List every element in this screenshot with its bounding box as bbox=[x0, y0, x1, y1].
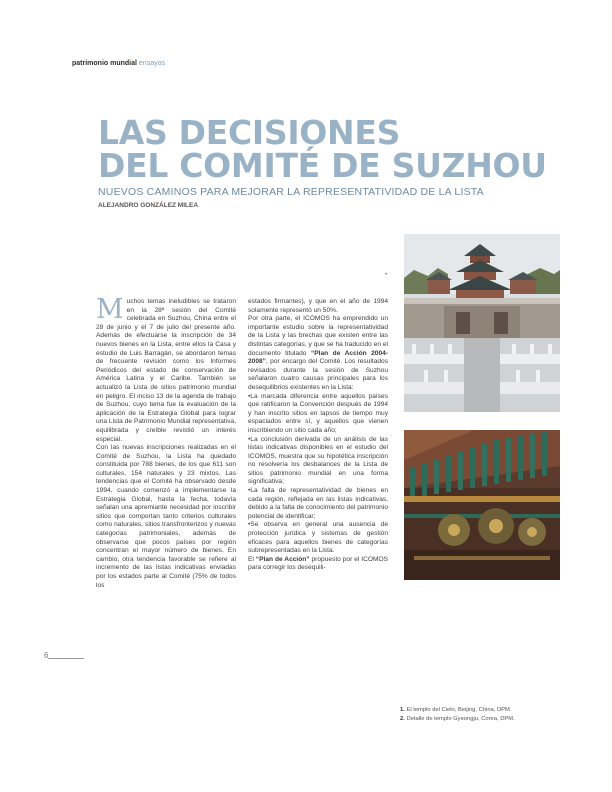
bullet-item: •La conclusión derivada de un análisis de las listas indicativas disponibles en el estudio del ICOMOS, muestra que su hipotética inscripción no resolvería los desbalances de la Lista de sitios patrimonio mundial en una forma significativa; bbox=[248, 435, 388, 486]
paragraph-text: , por encargo del Comité. Los resultados revisados durante la sesión de Suzhou señalaron cuatro causas principales para los desequilibrios existentes en la Lista: bbox=[248, 358, 388, 391]
paragraph-text: propuesto por el ICOMOS para corregir los desequili- bbox=[248, 555, 389, 572]
section-name: patrimonio mundial bbox=[72, 60, 137, 67]
article-title bbox=[98, 113, 547, 185]
caption-text: El templo del Cielo, Beijing, China, DPM. bbox=[404, 707, 512, 713]
text-column-1 bbox=[96, 294, 236, 590]
plan-title: “Plan de Acción” bbox=[255, 555, 310, 563]
article-subtitle: NUEVOS CAMINOS PARA MEJORAR LA REPRESENTATIVIDAD DE LA LISTA bbox=[98, 186, 484, 198]
paragraph-text: Por otra parte, el ICOMOS ha emprendido un importante estudio sobre la representatividad de la Lista y las brechas que existen entre las distintas categorías, y que se ha traducido en el documento titulado bbox=[248, 315, 388, 357]
article-author: ALEJANDRO GONZÁLEZ MILEA bbox=[98, 202, 199, 209]
photo-temple-of-heaven bbox=[404, 234, 560, 412]
gyeongju-temple-image bbox=[404, 430, 560, 580]
bullet-item: •La falta de representatividad de bienes en cada región, reflejada en las listas indicativas, debido a la falta de conocimiento del patrimonio potencial de identificar; bbox=[248, 487, 388, 520]
caption-1 bbox=[400, 706, 600, 715]
margin-mark: • bbox=[385, 272, 388, 278]
paragraph-text: uchos temas ineludibles se trataron en la 28ª sesión del Comité celebrada en Suzhou, China entre el 28 de junio y el 7 de julio del presente año. Además de efectuarse la inscripción de 34 nuevos bienes en la Lista, entre ellos la Casa y estudio de Luis Barragán, se abordaron temas de frecuente revisión como los Informes Periódicos del estado de conservación de América Latina y el Caribe. También se actualizó la Lista de sitios patrimonio mundial en peligro. El inciso 13 de la agenda de trabajo de Suzhou, cuyo tema fue la evaluación de la aplicación de la Estrategia Global para lograr una Lista de Patrimonio Mundial representativa, equilibrada y creíble revistió un interés especial. bbox=[96, 298, 236, 443]
caption-number: 2. bbox=[400, 716, 405, 722]
subsection-name: ensayos bbox=[138, 60, 165, 67]
paragraph: estados firmantes), y que en el año de 1994 solamente representó un 50%. bbox=[248, 298, 388, 314]
caption-2 bbox=[400, 715, 600, 724]
text-column-2 bbox=[248, 298, 388, 573]
page-number-rule bbox=[48, 658, 84, 659]
paragraph bbox=[248, 315, 388, 392]
bullet-item: •La marcada diferencia entre aquellos países que ratificaron la Convención después de 1994 y han inscrito sitios en lapsos de tiempo muy espaciados entre sí, y aquellos que vienen inscribiendo un sitio cada año; bbox=[248, 392, 388, 434]
paragraph: Con las nuevas inscripciones realizadas en el Comité de Suzhou, la Lista ha quedado constituida por 788 bienes, de los que 611 son culturales, 154 naturales y 23 mixtos. Las tendencias que el Comité ha observado desde 1994, cuando comenzó a implementarse la Estrategia Global, hasta la fecha, todavía señalan una apremiante necesidad por inscribir sitios que comportan tanto criterios culturales como naturales, sitios transfronterizos y nuevas categorías patrimoniales, además de observarse que pocos países por región concentran el mayor número de bienes. En cambio, otra tendencia favorable se refiere al incremento de las listas indicativas enviadas por los estados parte al Comité (75% de todos los bbox=[96, 444, 236, 589]
caption-number: 1. bbox=[400, 707, 405, 713]
document-title: “Plan de Acción 2004-2008” bbox=[248, 349, 389, 366]
title-line-2: DEL COMITÉ DE SUZHOU bbox=[98, 146, 547, 185]
section-label bbox=[72, 60, 165, 67]
page-number: 6 bbox=[44, 651, 49, 660]
photo-captions bbox=[400, 706, 600, 724]
bullet-item: •Se observa en general una ausencia de protección jurídica y sistemas de gestión eficaces para aquellos bienes de categorías subrepresentadas en la Lista. bbox=[248, 521, 388, 555]
paragraph bbox=[248, 556, 388, 573]
temple-of-heaven-image bbox=[404, 234, 560, 412]
caption-text: Detalle de templo Gyeongju, Corea, DPM. bbox=[404, 716, 515, 722]
photo-gyeongju-temple bbox=[404, 430, 560, 580]
paragraph bbox=[96, 294, 236, 444]
title-line-1: LAS DECISIONES bbox=[98, 113, 401, 152]
drop-cap: M bbox=[96, 294, 124, 325]
paragraph-text: El bbox=[248, 555, 256, 563]
